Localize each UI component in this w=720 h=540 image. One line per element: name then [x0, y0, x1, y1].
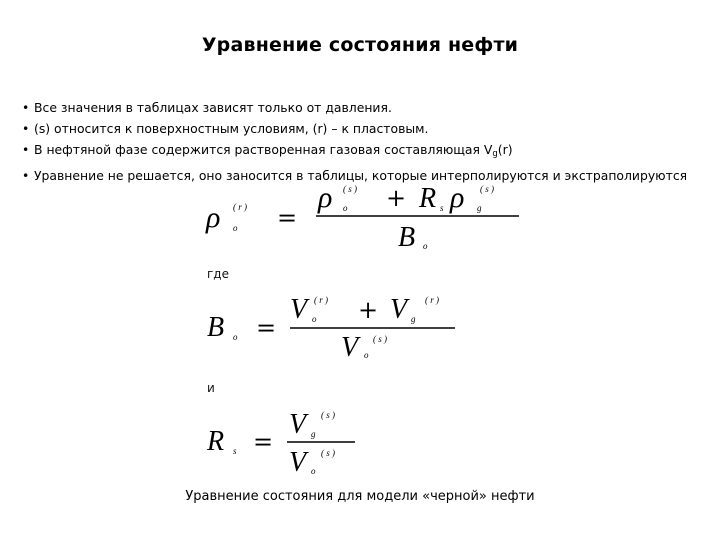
eq1-num-R-sub: s — [440, 203, 444, 213]
equation-solution-gas-ratio — [206, 409, 355, 478]
eq1-num-rho-sup: ( s ) — [343, 184, 357, 194]
eq1-equals: = — [277, 204, 298, 232]
equation-oil-density — [205, 181, 519, 253]
eq2-den-V: V — [341, 332, 359, 363]
eq1-num-rho2-sup: ( s ) — [480, 184, 494, 194]
eq1-num-rho-sub: o — [343, 203, 348, 213]
eq2-num-V2-sup: ( r ) — [425, 295, 439, 305]
eq1-num-rho: ρ — [318, 181, 333, 214]
eq3-num-V-sub: g — [311, 429, 316, 439]
eq1-plus: + — [386, 184, 407, 212]
eq1-lhs-rho: ρ — [206, 201, 221, 234]
slide-title: Уравнение состояния нефти — [201, 34, 519, 56]
bullet-text: Уравнение не решается, оно заносится в таблицы, которые интерполируются и экстраполируются — [34, 168, 688, 183]
eq3-lhs-sub: s — [233, 446, 237, 456]
bullet-subscript: g — [492, 149, 498, 159]
eq1-num-rho2: ρ — [450, 181, 465, 214]
eq3-num-V-sup: ( s ) — [321, 410, 335, 420]
connector-where: где — [207, 267, 229, 281]
bullet-dot: • — [22, 121, 30, 136]
eq2-lhs-sub: o — [233, 332, 238, 342]
bullet-text: Все значения в таблицах зависят только от давления. — [34, 100, 392, 115]
equation-formation-volume-factor — [207, 294, 455, 363]
bullet-text: В нефтяной фазе содержится растворенная газовая составляющая V — [34, 142, 493, 157]
eq1-num-rho2-sub: g — [477, 203, 482, 213]
eq3-lhs-R: R — [207, 426, 225, 457]
eq2-num-V1: V — [290, 294, 308, 325]
eq1-lhs-sup: ( r ) — [233, 202, 247, 212]
eq2-num-V2-sub: g — [411, 314, 416, 324]
bullet-dot: • — [22, 100, 30, 115]
eq3-den-V: V — [289, 447, 307, 478]
bullet-dot: • — [22, 168, 30, 183]
eq2-lhs-B: B — [207, 312, 225, 343]
eq2-num-V2: V — [390, 294, 408, 325]
eq3-equals: = — [253, 428, 274, 456]
eq3-num-V: V — [289, 409, 307, 440]
eq1-num-R: R — [419, 183, 437, 214]
bullet-text-suffix: (r) — [497, 142, 513, 157]
eq1-den-B: B — [398, 222, 416, 253]
eq2-num-V1-sub: o — [312, 314, 317, 324]
eq1-lhs-sub: o — [233, 223, 238, 233]
eq2-den-V-sub: o — [364, 350, 369, 360]
eq2-equals: = — [256, 314, 277, 342]
eq3-den-V-sub: o — [311, 466, 316, 476]
eq3-den-V-sup: ( s ) — [321, 448, 335, 458]
bullet-dot: • — [22, 142, 30, 157]
connector-and: и — [207, 381, 215, 395]
eq2-plus: + — [358, 296, 379, 324]
slide-caption: Уравнение состояния для модели «черной» нефти — [185, 489, 535, 504]
eq1-den-B-sub: o — [423, 241, 428, 251]
bullet-text: (s) относится к поверхностным условиям, (r) – к пластовым. — [34, 121, 429, 136]
eq2-den-V-sup: ( s ) — [373, 334, 387, 344]
eq2-num-V1-sup: ( r ) — [314, 295, 328, 305]
